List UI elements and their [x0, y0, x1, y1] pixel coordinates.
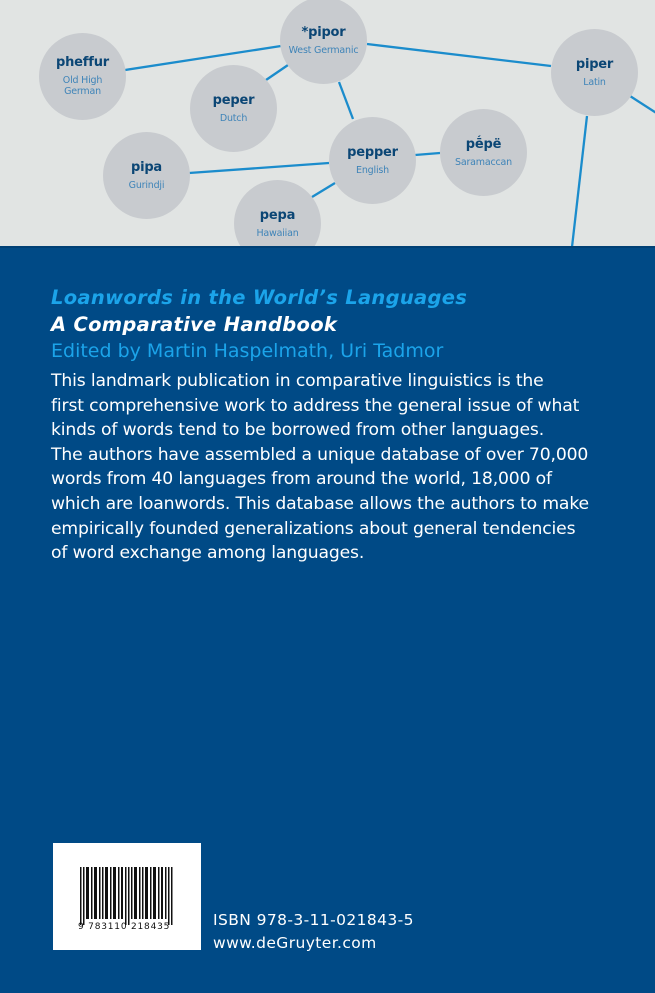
- node-word: peper: [212, 92, 255, 108]
- node-word: pḗpë: [465, 136, 502, 152]
- node-pepper: [329, 117, 416, 204]
- description-line: kinds of words tend to be borrowed from other languages.: [51, 420, 545, 441]
- description-line: words from 40 languages from around the world, 18,000 of: [51, 469, 552, 490]
- edge-piper-right: [630, 96, 655, 114]
- description-line: The authors have assembled a unique database of over 70,000: [51, 444, 589, 465]
- node-piper: [551, 29, 638, 116]
- book-description: [51, 369, 641, 566]
- node-language: West Germanic: [288, 44, 359, 56]
- node-word: piper: [575, 56, 614, 72]
- edge-pepa-pepper: [312, 183, 335, 197]
- description-line: This landmark publication in comparative linguistics is the: [51, 371, 544, 391]
- node-language-line1: Old High: [62, 74, 103, 86]
- back-cover-blurb: [51, 284, 651, 566]
- node-language: [63, 75, 102, 99]
- node-language-line2: German: [64, 85, 101, 97]
- node-pepe: [440, 109, 527, 196]
- node-language: Latin: [583, 76, 606, 88]
- node-pipa: [103, 132, 190, 219]
- isbn-number: ISBN 978-3-11-021843-5: [213, 911, 414, 929]
- node-language: English: [356, 164, 389, 176]
- book-editors: Edited by Martin Haspelmath, Uri Tadmor: [51, 340, 444, 362]
- node-language: Dutch: [219, 112, 248, 124]
- barcode: [53, 843, 201, 950]
- node-word: *pipor: [301, 24, 346, 40]
- edge-pheffur-pipor: [125, 46, 281, 70]
- node-language: Hawaiian: [256, 227, 299, 239]
- edge-piper-down: [572, 116, 587, 247]
- isbn-block: [213, 909, 414, 955]
- edge-pepper-pepe: [415, 153, 440, 155]
- etymology-diagram: [0, 0, 655, 247]
- node-word: pipa: [130, 159, 163, 175]
- node-language: Gurindji: [128, 179, 165, 191]
- node-language: Saramaccan: [455, 156, 512, 168]
- description-line: which are loanwords. This database allows the authors to make: [51, 493, 589, 514]
- node-peper: [190, 65, 277, 152]
- description-line: empirically founded generalizations about general tendencies: [51, 518, 576, 539]
- barcode-digits: 9 783110 218435: [78, 922, 171, 932]
- description-line: of word exchange among languages.: [51, 543, 365, 564]
- edge-pipor-piper: [367, 44, 551, 66]
- publisher-website: www.deGruyter.com: [213, 934, 377, 952]
- book-title: Loanwords in the World’s Languages: [51, 286, 468, 309]
- barcode-bars-icon: [80, 867, 176, 925]
- description-line: first comprehensive work to address the general issue of what: [51, 395, 580, 416]
- book-subtitle: A Comparative Handbook: [51, 313, 338, 336]
- node-word: pepa: [259, 207, 296, 223]
- node-pheffur: [39, 33, 126, 120]
- edge-peper-pipor: [266, 65, 288, 80]
- node-word: pheffur: [56, 54, 109, 70]
- edge-pipa-pepper: [189, 163, 329, 173]
- node-word: pepper: [347, 144, 398, 160]
- section-divider: [0, 246, 655, 248]
- edge-pipor-pepper: [339, 82, 353, 119]
- node-pipor: [280, 0, 367, 84]
